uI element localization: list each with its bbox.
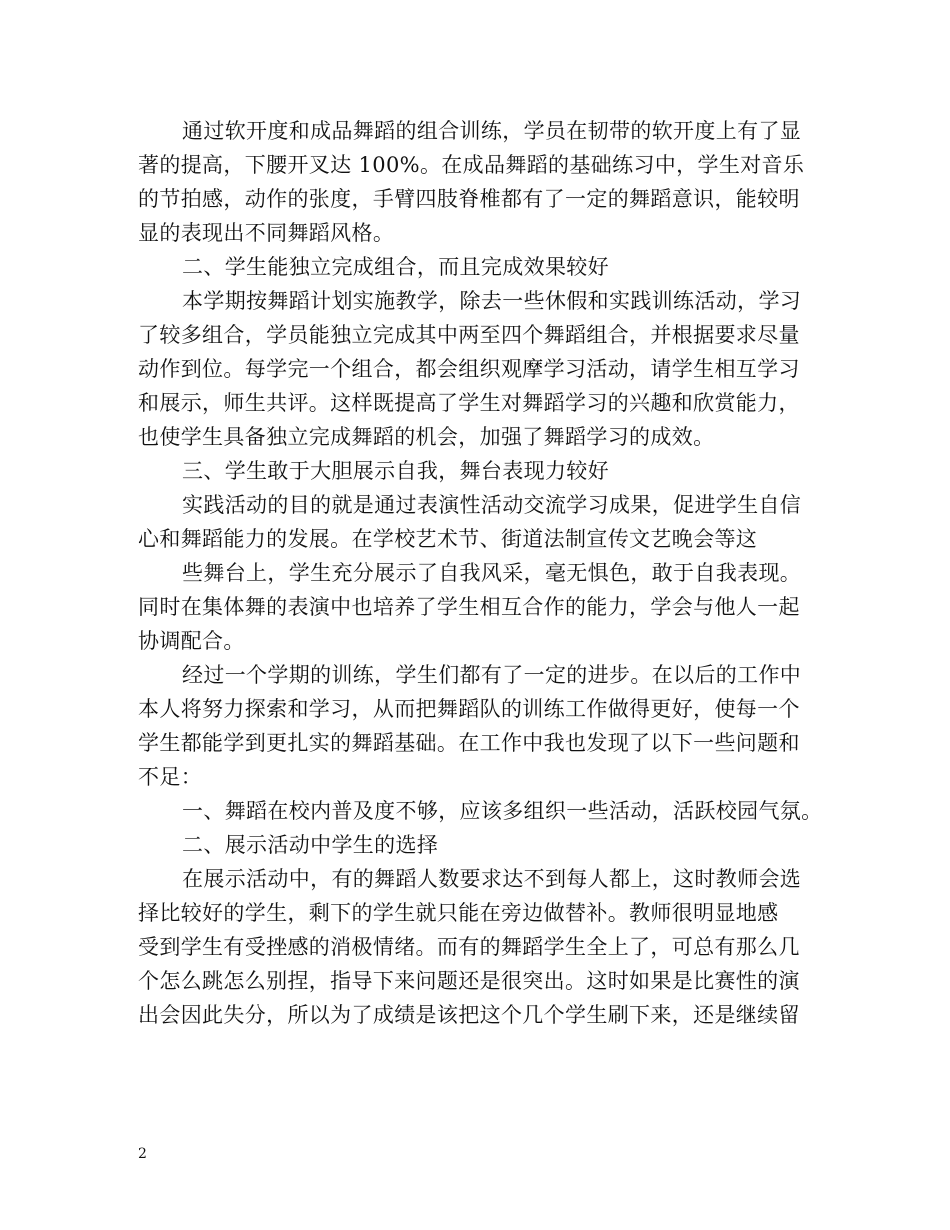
text-line: 二、学生能独立完成组合，而且完成效果较好 bbox=[182, 255, 609, 279]
text-line: 一、舞蹈在校内普及度不够，应该多组织一些活动，活跃校园气氛。 bbox=[182, 799, 823, 823]
text-line: 通过软开度和成品舞蹈的组合训练，学员在韧带的软开度上有了显 bbox=[182, 119, 802, 143]
text-line: 的节拍感，动作的张度，手臂四肢脊椎都有了一定的舞蹈意识，能较明 bbox=[138, 187, 800, 211]
text-line: 显的表现出不同舞蹈风格。 bbox=[138, 221, 395, 245]
text-line: 心和舞蹈能力的发展。在学校艺术节、街道法制宣传文艺晚会等这 bbox=[138, 527, 758, 551]
text-line: 不足： bbox=[138, 765, 203, 789]
page-number: 2 bbox=[138, 1146, 147, 1162]
text-line: 些舞台上，学生充分展示了自我风采，毫无惧色，敢于自我表现。 bbox=[182, 561, 802, 585]
text-line: 学生都能学到更扎实的舞蹈基础。在工作中我也发现了以下一些问题和 bbox=[138, 731, 800, 755]
text-line: 在展示活动中，有的舞蹈人数要求达不到每人都上，这时教师会选 bbox=[182, 867, 802, 891]
text-line: 个怎么跳怎么别捏，指导下来问题还是很突出。这时如果是比赛性的演 bbox=[138, 969, 800, 993]
text-line: 实践活动的目的就是通过表演性活动交流学习成果，促进学生自信 bbox=[182, 493, 802, 517]
text-line: 本学期按舞蹈计划实施教学，除去一些休假和实践训练活动，学习 bbox=[182, 289, 802, 313]
text-line: 本人将努力探索和学习，从而把舞蹈队的训练工作做得更好，使每一个 bbox=[138, 697, 800, 721]
text-line: 协调配合。 bbox=[138, 629, 245, 653]
text-line: 动作到位。每学完一个组合，都会组织观摩学习活动，请学生相互学习 bbox=[138, 357, 800, 381]
text-line: 三、学生敢于大胆展示自我，舞台表现力较好 bbox=[182, 459, 609, 483]
text-line: 了较多组合，学员能独立完成其中两至四个舞蹈组合，并根据要求尽量 bbox=[138, 323, 800, 347]
text-line: 也使学生具备独立完成舞蹈的机会，加强了舞蹈学习的成效。 bbox=[138, 425, 715, 449]
text-line: 出会因此失分，所以为了成绩是该把这个几个学生刷下来，还是继续留 bbox=[138, 1003, 800, 1027]
text-line: 择比较好的学生，剩下的学生就只能在旁边做替补。教师很明显地感 bbox=[138, 901, 779, 925]
text-line: 同时在集体舞的表演中也培养了学生相互合作的能力，学会与他人一起 bbox=[138, 595, 800, 619]
text-line: 受到学生有受挫感的消极情绪。而有的舞蹈学生全上了，可总有那么几 bbox=[138, 935, 800, 959]
text-line: 和展示，师生共评。这样既提高了学生对舞蹈学习的兴趣和欣赏能力， bbox=[138, 391, 800, 415]
text-line: 二、展示活动中学生的选择 bbox=[182, 833, 439, 857]
text-line: 经过一个学期的训练，学生们都有了一定的进步。在以后的工作中 bbox=[182, 663, 802, 687]
body-text bbox=[138, 114, 828, 1032]
text-line: 著的提高，下腰开叉达 100%。在成品舞蹈的基础练习中，学生对音乐 bbox=[138, 153, 805, 177]
